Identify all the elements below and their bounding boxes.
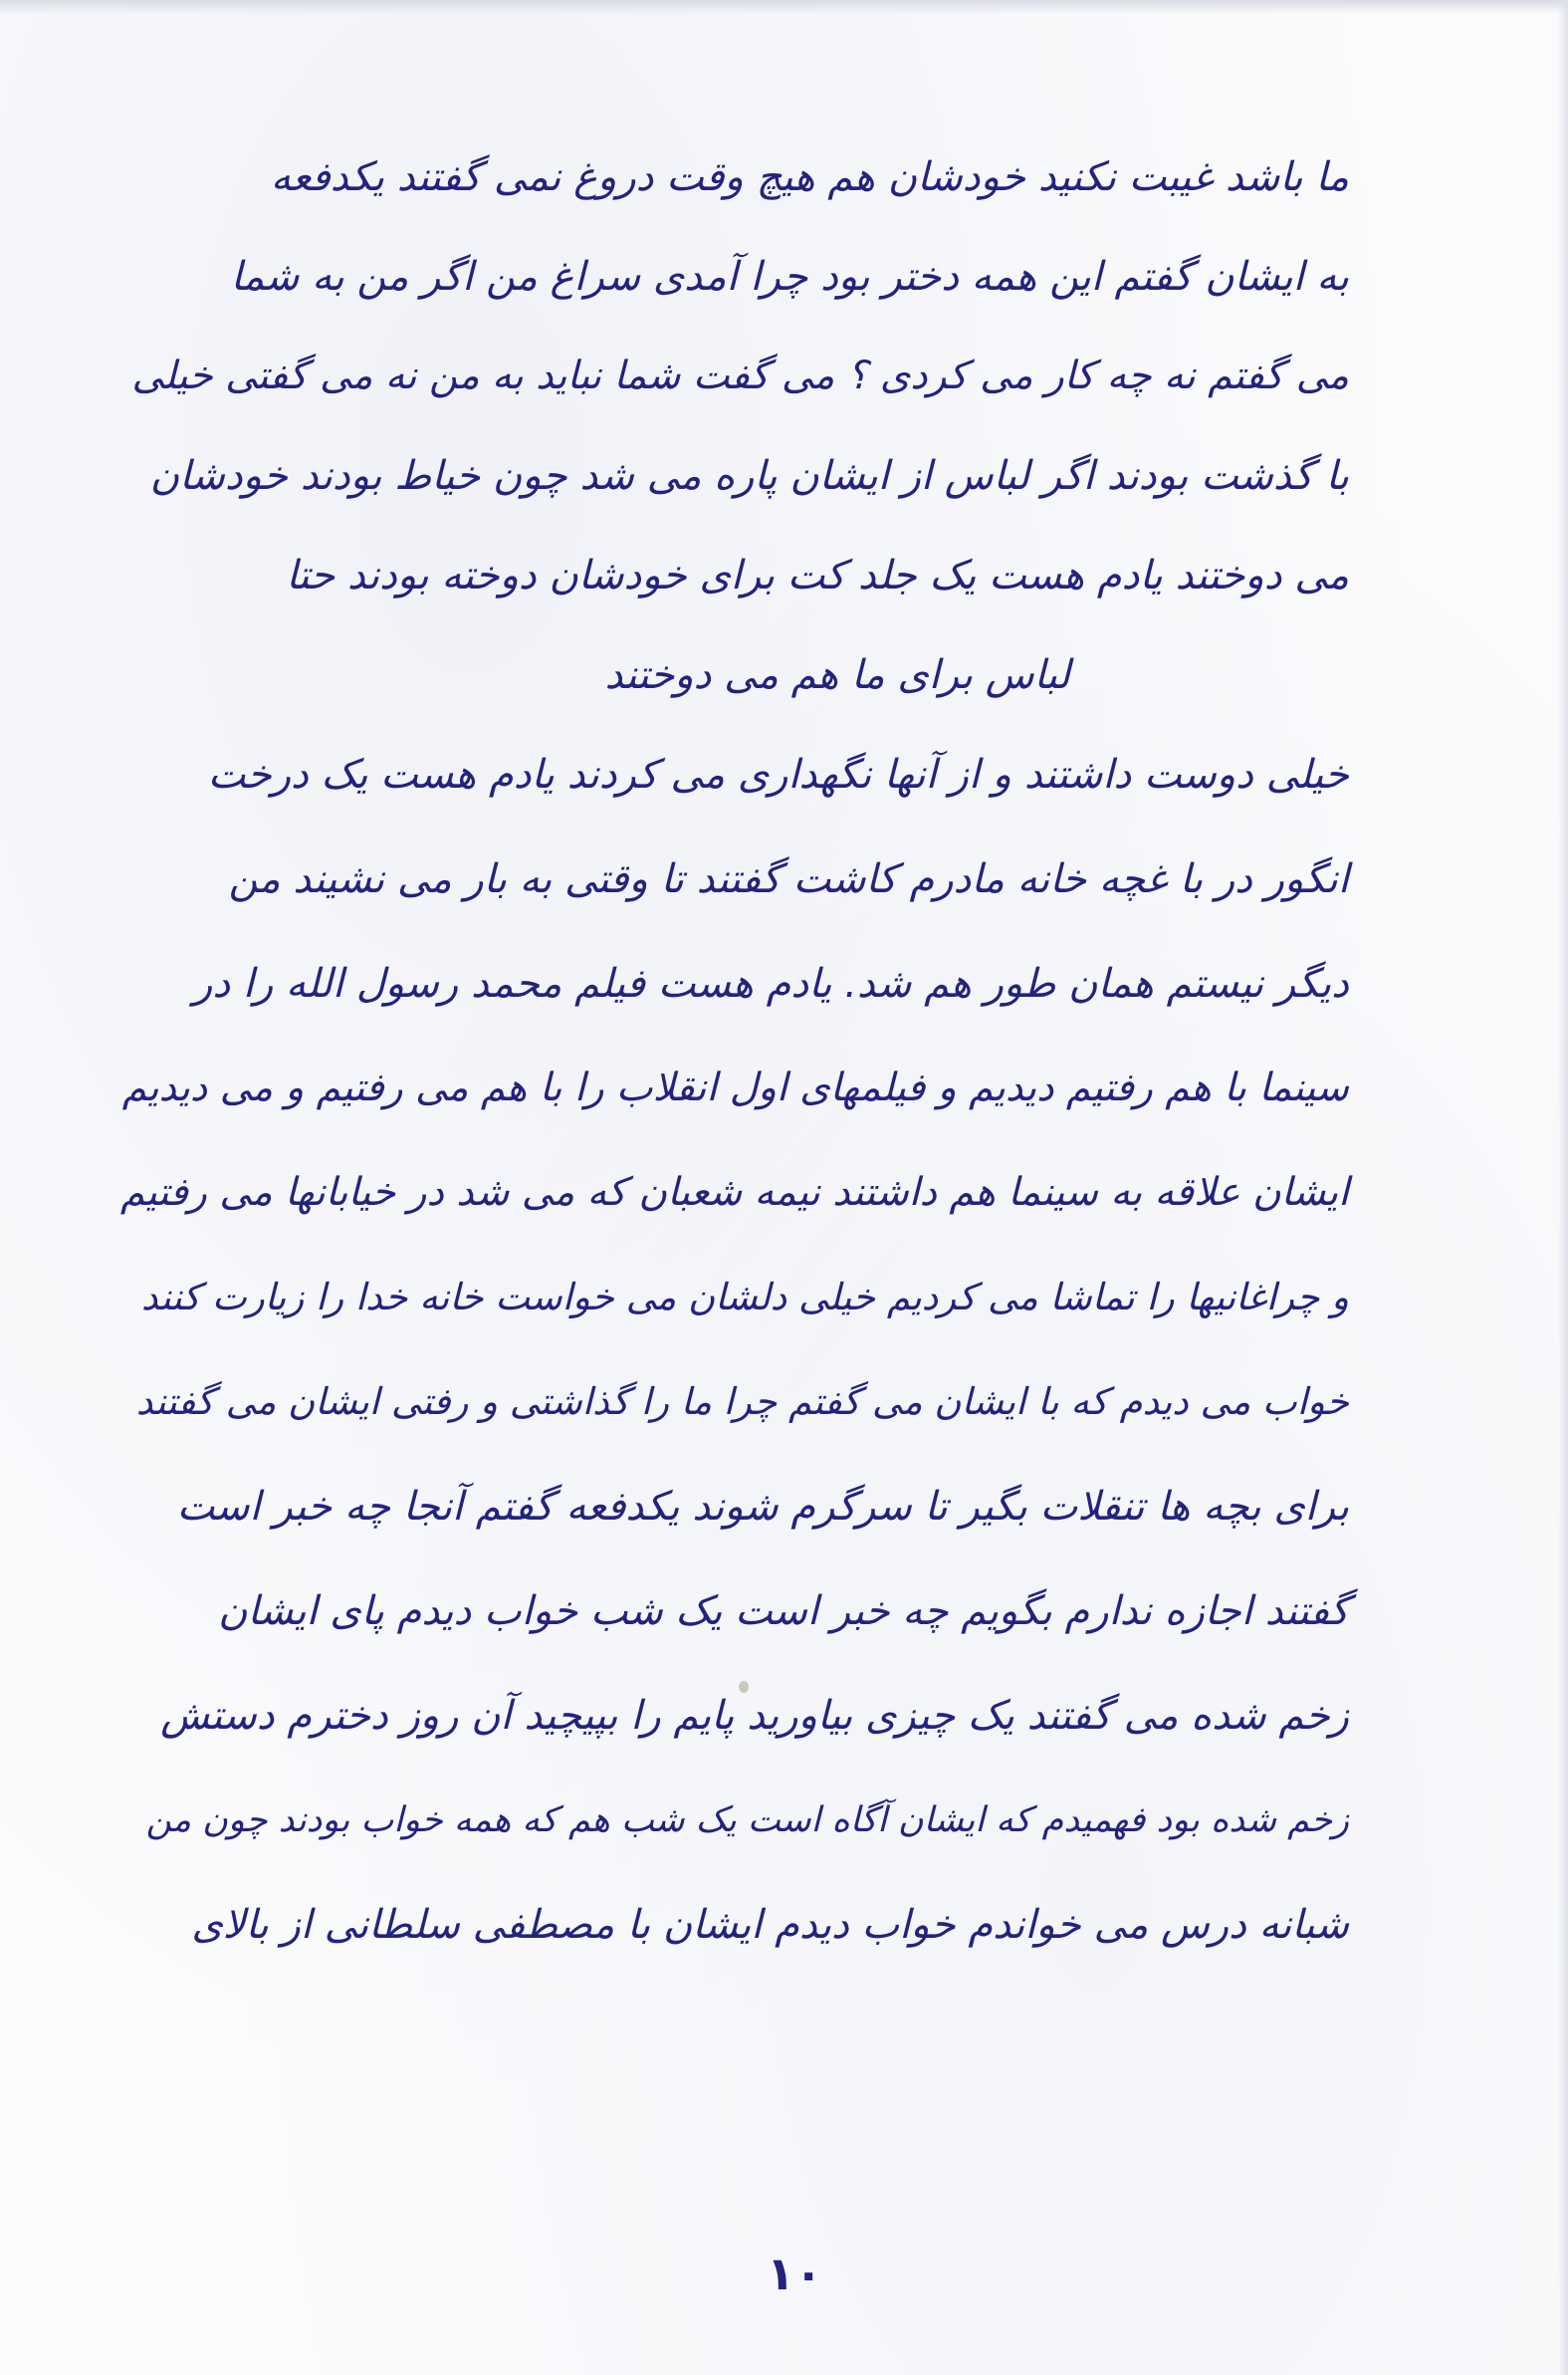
text-line: زخم شده می گفتند یک چیزی بیاورید پایم را بپیچید آن روز دخترم دستش — [160, 1693, 1349, 1739]
text-line: انگور در با غچه خانه مادرم کاشت گفتند تا وقتی به بار می نشیند من — [228, 856, 1349, 902]
text-line: لباس برای ما هم می دوختند — [604, 652, 1070, 698]
handwritten-text-block — [114, 149, 1349, 2041]
text-line: و چراغانیها را تماشا می کردیم خیلی دلشان می خواست خانه خدا را زیارت کنند — [140, 1276, 1349, 1318]
text-line: دیگر نیستم همان طور هم شد. یادم هست فیلم محمد رسول الله را در — [193, 961, 1349, 1007]
text-line: زخم شده بود فهمیدم که ایشان آگاه است یک شب هم که همه خواب بودند چون من — [145, 1800, 1349, 1840]
text-line: به ایشان گفتم این همه دختر بود چرا آمدی سراغ من اگر من به شما — [230, 254, 1349, 300]
text-line: می دوختند یادم هست یک جلد کت برای خودشان دوخته بودند حتا — [286, 553, 1349, 598]
text-line: ما باشد غیبت نکنید خودشان هم هیچ وقت دروغ نمی گفتند یکدفعه — [270, 154, 1349, 200]
text-line: شبانه درس می خواندم خواب دیدم ایشان با مصطفی سلطانی از بالای — [191, 1902, 1349, 1948]
text-line: سینما با هم رفتیم دیدیم و فیلمهای اول انقلاب را با هم می رفتیم و می دیدیم — [121, 1066, 1349, 1110]
paper-right-edge — [1558, 0, 1568, 2375]
text-line: خواب می دیدم که با ایشان می گفتم چرا ما را گذاشتی و رفتی ایشان می گفتند — [135, 1380, 1349, 1423]
paper-top-edge — [0, 0, 1568, 14]
text-line: گفتند اجازه ندارم بگویم چه خبر است یک شب خواب دیدم پای ایشان — [218, 1588, 1349, 1634]
text-line: با گذشت بودند اگر لباس از ایشان پاره می شد چون خیاط بودند خودشان — [149, 453, 1349, 499]
text-line: برای بچه ها تنقلات بگیر تا سرگرم شوند یکدفعه گفتم آنجا چه خبر است — [176, 1484, 1349, 1530]
text-line: ایشان علاقه به سینما هم داشتند نیمه شعبان که می شد در خیابانها می رفتیم — [119, 1170, 1349, 1215]
text-line: می گفتم نه چه کار می کردی ؟ می گفت شما نباید به من نه می گفتی خیلی — [131, 354, 1349, 398]
text-line: خیلی دوست داشتند و از آنها نگهداری می کردند یادم هست یک درخت — [207, 752, 1349, 798]
page-number: ۱۰ — [767, 2247, 823, 2300]
paper-stain — [739, 1681, 749, 1693]
